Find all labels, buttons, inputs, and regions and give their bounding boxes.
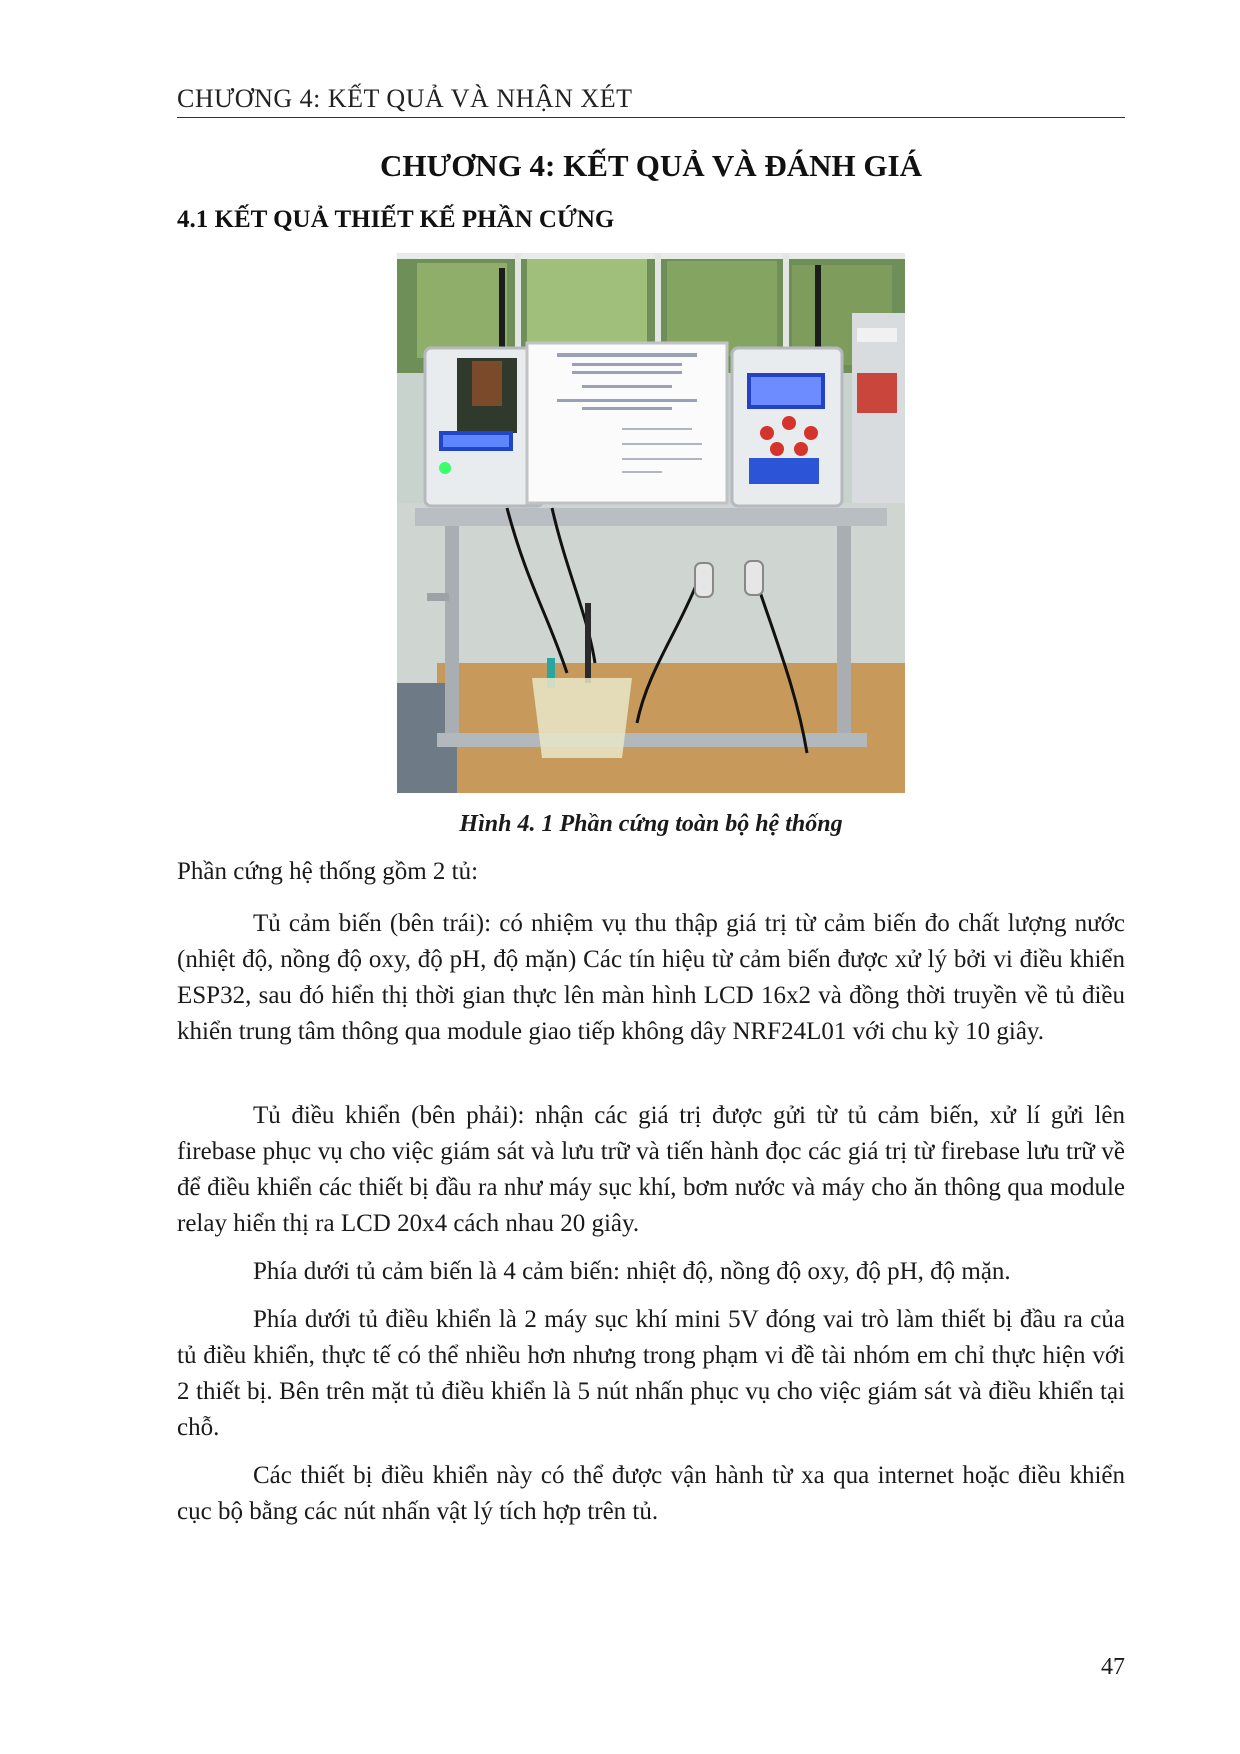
intro-text: Phần cứng hệ thống gồm 2 tủ: xyxy=(177,858,479,885)
paragraph-sensor-box: Tủ cảm biến (bên trái): có nhiệm vụ thu thập giá trị từ cảm biến đo chất lượng nước (nhiệt độ, nồng độ oxy, độ pH, độ mặn) Các tín hiệu từ cảm biến được xử lý bởi vi điều khiển ESP32, sau đó hiển thị thời gian thực lên màn hình LCD 16x2 và đồng thời truyền về tủ điều khiển trung tâm thông qua module giao tiếp không dây NRF24L01 với chu kỳ 10 giây. xyxy=(177,910,1125,1045)
running-header: CHƯƠNG 4: KẾT QUẢ VÀ NHẬN XÉT xyxy=(177,84,633,113)
paragraph-remote-control: Các thiết bị điều khiển này có thể được vận hành từ xa qua internet hoặc điều khiển cục bộ bằng các nút nhấn vật lý tích hợp trên tủ. xyxy=(177,1462,1125,1525)
header-rule xyxy=(177,117,1125,118)
paragraph-control-box: Tủ điều khiển (bên phải): nhận các giá trị được gửi từ tủ cảm biến, xử lí gửi lên firebase phục vụ cho việc giám sát và lưu trữ và tiến hành đọc các giá trị từ firebase lưu trữ về để điều khiển các thiết bị đầu ra như máy sục khí, bơm nước và máy cho ăn thông qua module relay hiển thị ra LCD 20x4 cách nhau 20 giây. xyxy=(177,1102,1125,1237)
hardware-photo xyxy=(397,253,905,793)
page-number: 47 xyxy=(1101,1654,1125,1680)
paragraph-sensors: Phía dưới tủ cảm biến là 4 cảm biến: nhiệt độ, nồng độ oxy, độ pH, độ mặn. xyxy=(253,1258,1011,1285)
section-title: 4.1 KẾT QUẢ THIẾT KẾ PHẦN CỨNG xyxy=(177,206,615,233)
chapter-title: CHƯƠNG 4: KẾT QUẢ VÀ ĐÁNH GIÁ xyxy=(380,148,922,183)
paragraph-aerators: Phía dưới tủ điều khiển là 2 máy sục khí mini 5V đóng vai trò làm thiết bị đầu ra của tủ điều khiển, thực tế có thể nhiều hơn nhưng trong phạm vi đề tài nhóm em chỉ thực hiện với 2 thiết bị. Bên trên mặt tủ điều khiển là 5 nút nhấn phục vụ cho việc giám sát và điều khiển tại chỗ. xyxy=(177,1306,1125,1441)
figure-caption: Hình 4. 1 Phần cứng toàn bộ hệ thống xyxy=(459,811,843,837)
